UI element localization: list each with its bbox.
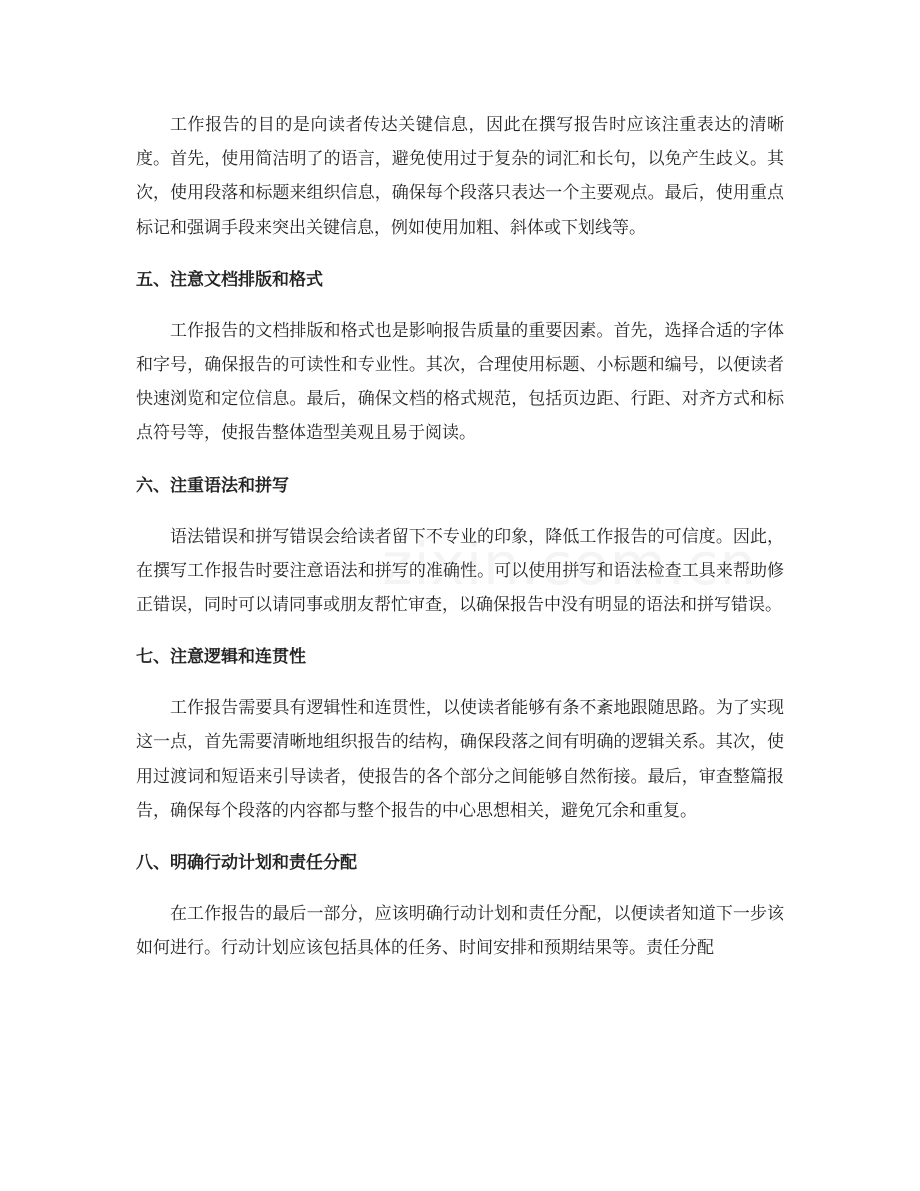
- paragraph-formatting: 工作报告的文档排版和格式也是影响报告质量的重要因素。首先，选择合适的字体和字号，确保报告的可读性和专业性。其次，合理使用标题、小标题和编号，以便读者快速浏览和定位信息。最后，确保文档的格式规范，包括页边距、行距、对齐方式和标点符号等，使报告整体造型美观且易于阅读。: [136, 320, 784, 444]
- heading-section-6: 六、注重语法和拼写: [136, 475, 289, 496]
- paragraph-grammar: 语法错误和拼写错误会给读者留下不专业的印象，降低工作报告的可信度。因此，在撰写工作报告时要注意语法和拼写的准确性。可以使用拼写和语法检查工具来帮助修正错误，同时可以请同事或朋友帮忙审查，以确保报告中没有明显的语法和拼写错误。: [136, 526, 784, 616]
- document-body: [136, 108, 784, 965]
- paragraph-clarity: 工作报告的目的是向读者传达关键信息，因此在撰写报告时应该注重表达的清晰度。首先，使用简洁明了的语言，避免使用过于复杂的词汇和长句，以免产生歧义。其次，使用段落和标题来组织信息，确保每个段落只表达一个主要观点。最后，使用重点标记和强调手段来突出关键信息，例如使用加粗、斜体或下划线等。: [136, 115, 784, 238]
- paragraph-logic: 工作报告需要具有逻辑性和连贯性，以使读者能够有条不紊地跟随思路。为了实现这一点，首先需要清晰地组织报告的结构，确保段落之间有明确的逻辑关系。其次，使用过渡词和短语来引导读者，使报告的各个部分之间能够自然衔接。最后，审查整篇报告，确保每个段落的内容都与整个报告的中心思想相关，避免冗余和重复。: [136, 698, 784, 821]
- heading-section-8: 八、明确行动计划和责任分配: [136, 853, 357, 874]
- heading-section-7: 七、注意逻辑和连贯性: [136, 647, 306, 668]
- paragraph-action-plan: 在工作报告的最后一部分，应该明确行动计划和责任分配，以便读者知道下一步该如何进行。行动计划应该包括具体的任务、时间安排和预期结果等。责任分配: [136, 904, 784, 959]
- heading-section-5: 五、注意文档排版和格式: [136, 269, 323, 290]
